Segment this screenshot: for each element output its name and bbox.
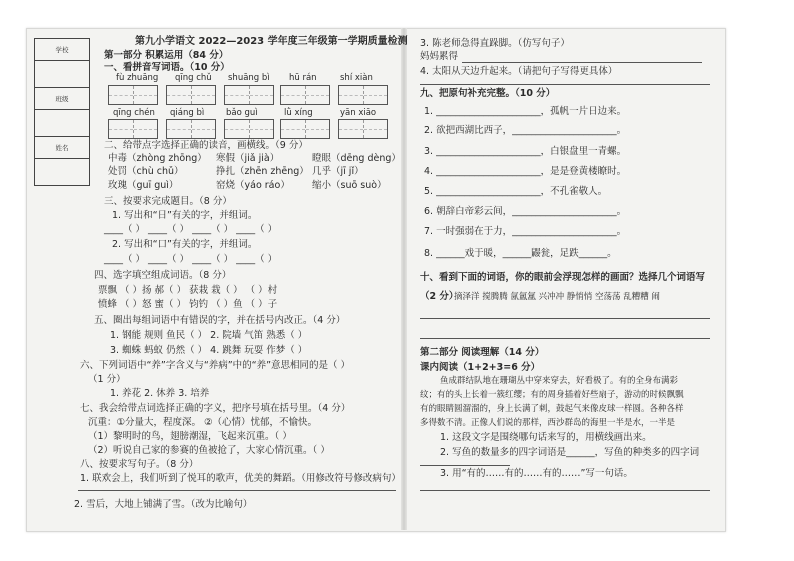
- q9-item[interactable]: 6. 朝辞白帝彩云间，______________________。: [424, 206, 627, 217]
- pinyin-label: qīng chén: [113, 108, 155, 118]
- q3-item-2: 2. 写出和“口”有关的字，并组词。: [112, 239, 258, 250]
- q3-blanks-2[interactable]: ____（ ） ____（ ） ____（ ） ____（ ）: [104, 254, 278, 265]
- q1-title: 一、看拼音写词语。（10 分）: [104, 62, 230, 73]
- reading-choice: 几乎（jī jǐ）: [312, 166, 364, 177]
- q10-title: 十、看到下面的词语，你的眼前会浮现怎样的画面？选择几个词语写: [420, 272, 706, 283]
- name-field[interactable]: [35, 159, 90, 186]
- q8-sentence-3-start: 妈妈累得: [420, 51, 459, 62]
- school-field[interactable]: [35, 61, 90, 88]
- answer-box[interactable]: [108, 85, 158, 105]
- reading-choice: 寒假（jiǎ jià）: [216, 153, 280, 164]
- answer-line[interactable]: [420, 490, 710, 491]
- q8-sentence-4: 4. 太阳从天边升起来。（请把句子写得更具体）: [420, 66, 618, 77]
- answer-box[interactable]: [166, 85, 216, 105]
- answer-box[interactable]: [338, 119, 388, 139]
- q5-row-1[interactable]: 1. 钢能 规则 鱼民（ ） 2. 院墙 气笛 熟悉（ ）: [110, 330, 308, 341]
- passage-line: 鱼成群结队地在珊瑚丛中穿来穿去，好看极了。有的全身布满彩: [440, 376, 679, 386]
- q7-title: 七、我会给带点词选择正确的字义，把序号填在括号里。（4 分）: [80, 403, 351, 414]
- q3-blanks-1[interactable]: ____（ ） ____（ ） ____（ ） ____（ ）: [104, 224, 278, 235]
- answer-box[interactable]: [280, 85, 330, 105]
- pinyin-label: hū rán: [289, 73, 317, 83]
- reading-choice: 处罚（chù chǔ）: [108, 166, 184, 177]
- answer-box[interactable]: [280, 119, 330, 139]
- q9-item[interactable]: 7. 一时强弱在于力，______________________。: [424, 226, 627, 237]
- q9-item[interactable]: 2. 欲把西湖比西子，______________________。: [424, 125, 627, 136]
- q4-row-1[interactable]: 票飘 （ ）扬 郝（ ） 获栽 栽（ ） （ ）村: [98, 285, 278, 296]
- pinyin-label: qiáng bì: [170, 108, 205, 118]
- passage-line: 多得数不清。正像人们说的那样，西沙群岛的海里一半是水，一半是: [420, 418, 676, 428]
- reading-choice: 中毒（zhòng zhōng）: [108, 153, 207, 164]
- q2-title: 二、给带点字选择正确的读音，画横线。（9 分）: [104, 140, 308, 151]
- reading-choice: 缩小（suō suò）: [312, 180, 387, 191]
- q7-sentence-2[interactable]: （2）听说自己家的参赛的鱼被抢了，大家心情沉重。（ ）: [88, 445, 330, 456]
- pinyin-label: bǎo guì: [226, 108, 258, 118]
- q9-item[interactable]: 1. ______________________，孤帆一片日边来。: [424, 106, 627, 117]
- q6-score: （1 分）: [88, 374, 126, 385]
- q3-item-1: 1. 写出和“日”有关的字，并组词。: [112, 210, 258, 221]
- answer-line[interactable]: [420, 84, 710, 85]
- reading-choice: 挣扎（zhēn zhēng）: [216, 166, 309, 177]
- class-field[interactable]: [35, 110, 90, 137]
- q10-words: 摘泽洋 搅腾腾 氤氲氲 兴冲冲 静悄悄 空荡荡 乱糟糟 闹: [454, 292, 660, 302]
- passage-line: 纹；有的头上长着一簇红缨；有的周身插着好些扇子，游动的时候飘飘: [420, 390, 684, 400]
- answer-box[interactable]: [338, 85, 388, 105]
- answer-line[interactable]: [420, 318, 710, 319]
- q10-score: （2 分）: [420, 291, 459, 302]
- school-label: 学校: [35, 39, 90, 61]
- q5-title: 五、圈出每组词语中有错误的字，并在括号内改正。（4 分）: [94, 315, 346, 326]
- reading-q1: 1. 这段文字是围绕哪句话来写的，用横线画出来。: [440, 432, 652, 443]
- answer-box[interactable]: [224, 85, 274, 105]
- answer-line[interactable]: [420, 338, 710, 339]
- answer-box[interactable]: [108, 119, 158, 139]
- q8-sentence-3: 3. 陈老师急得直跺脚。（仿写句子）: [420, 38, 570, 49]
- reading-choice: 玫瑰（guī guì）: [108, 180, 179, 191]
- name-label: 姓名: [35, 137, 90, 159]
- answer-line[interactable]: [78, 490, 396, 491]
- part1-heading: 第一部分 积累运用（84 分）: [104, 50, 229, 61]
- q4-title: 四、选字填空组成词语。（8 分）: [94, 270, 232, 281]
- q5-row-2[interactable]: 3. 蜘蛛 蚂蚁 仍然（ ） 4. 跳舞 玩耍 作梦（ ）: [110, 345, 308, 356]
- reading-label: 课内阅读（1+2+3=6 分）: [420, 362, 541, 373]
- answer-box[interactable]: [166, 119, 216, 139]
- exam-title: 第九小学语文 2022—2023 学年度三年级第一学期质量检测: [135, 36, 408, 47]
- pinyin-label: shuāng bì: [228, 73, 270, 83]
- q6-title: 六、下列词语中“养”字含义与“养病”中的“养”意思相同的是（ ）: [80, 360, 351, 371]
- answer-box[interactable]: [224, 119, 274, 139]
- q8-sentence-1: 1. 联欢会上，我们听到了悦耳的歌声，优美的舞蹈。（用修改符号修改病句）: [80, 473, 401, 484]
- q8-sentence-2: 2. 雪后，大地上铺满了雪。（改为比喻句）: [74, 499, 253, 510]
- q4-row-2[interactable]: 愤蜂 （ ）怒 蜜（ ） 钧钓 （ ）鱼 （ ）子: [98, 299, 278, 310]
- q9-item[interactable]: 4. ______________________，是是登黄楼瞭时。: [424, 166, 627, 177]
- q6-options: 1. 养花 2. 休养 3. 培养: [110, 388, 210, 399]
- pinyin-label: shí xiàn: [340, 73, 373, 83]
- passage-line: 有的眼睛圆溜溜的，身上长满了刺，鼓起气来像皮球一样圆。各种各样: [420, 404, 684, 414]
- q9-item[interactable]: 5. ______________________，不孔雀敬人。: [424, 186, 608, 197]
- pinyin-label: lǜ xíng: [284, 108, 313, 118]
- pinyin-label: yān xiāo: [340, 108, 377, 118]
- part2-heading: 第二部分 阅读理解（14 分）: [420, 347, 545, 358]
- pinyin-label: fù zhuāng: [116, 73, 159, 83]
- reading-q2[interactable]: 2. 写鱼的数量多的四字词语是______，写鱼的种类多的四字词: [440, 447, 700, 458]
- reading-choice: 窑烧（yáo ráo）: [216, 180, 290, 191]
- q7-sentence-1[interactable]: （1）黎明时的鸟，翅膀潮湿，飞起来沉重。（ ）: [88, 431, 292, 442]
- q8-title: 八、按要求写句子。（8 分）: [80, 459, 199, 470]
- page-fold: [401, 28, 407, 530]
- q3-title: 三、按要求完成题目。（8 分）: [104, 196, 232, 207]
- answer-line[interactable]: [420, 465, 510, 466]
- pinyin-label: qīng chǔ: [175, 73, 212, 83]
- q9-item[interactable]: 8. ______戏于暖，______鼹瓮，足跌______。: [424, 248, 617, 259]
- q9-item[interactable]: 3. ______________________，白银盘里一青螺。: [424, 146, 627, 157]
- student-info-table: [34, 38, 90, 186]
- q7-meaning: 沉重：①分量大，程度深。 ②（心情）忧郁，不愉快。: [88, 417, 318, 428]
- answer-line[interactable]: [462, 62, 702, 63]
- reading-q3: 3. 用“有的……有的……有的……”写一句话。: [440, 468, 633, 479]
- class-label: 班级: [35, 88, 90, 110]
- reading-choice: 瞪眼（dēng dèng）: [312, 153, 401, 164]
- q9-title: 九、把原句补充完整。（10 分）: [420, 88, 556, 99]
